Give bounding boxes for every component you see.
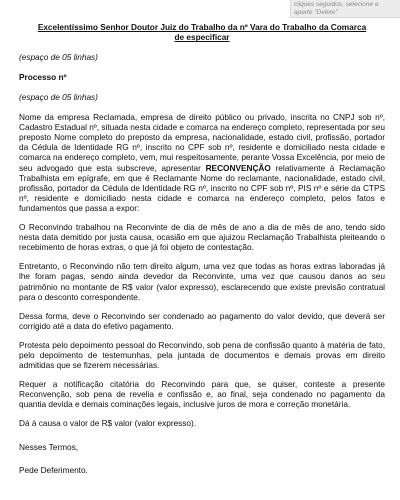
intro-text-before: Nome da empresa Reclamada, empresa de direito público ou privado, inscrita no CNPJ sob nº, Cadastro Estadual nº, situada nesta cidade e comarca na endereço completo, representada por seu preposto Nome completo do preposto da empresa, nacionalidade, estado civil, profissão, portador da Cédula de Identidade RG nº, inscrito no CPF sob nº, residente e domiciliado nesta cidade e comarca na endereço completo, vem, mui respeitosamente, perante Vossa Excelência, por meio de seu advogado que esta subscreve, apresentar xyxy=(19,112,385,173)
spacing-note: (espaço de 05 linhas) xyxy=(19,92,98,102)
closing-terms: Nesses Termos, xyxy=(19,441,79,452)
spacing-note: (espaço de 05 linhas) xyxy=(19,51,98,62)
intro-paragraph xyxy=(19,112,385,213)
process-number-heading: Processo nº xyxy=(19,71,67,82)
document-title-line2: de especificar xyxy=(174,32,230,43)
document-title-line1: Excelentíssimo Senhor Doutor Juiz do Trabalho da nº Vara do Trabalho da Comarca xyxy=(37,22,367,32)
reconvencao-keyword: RECONVENÇÃO xyxy=(205,162,271,173)
document-title xyxy=(19,22,385,43)
request-paragraph: Requer a notificação citatória do Reconvindo para que, se quiser, conteste a presente Reconvenção, sob pena de revelia e confissão e, ao final, seja condenado no pagamento da quantia devida e demais cominações legais, inclusive juros de mora e correção monetária. xyxy=(19,379,385,410)
petition-document xyxy=(19,22,385,484)
intro-text-after: relativamente à Reclamação Trabalhista em epígrafe, em que é Reclamante Nome do reclamante, nacionalidade, estado civil, profissão, portador da Cédula de Identidade RG nº, inscrito no CPF sob nº, PIS nº e série da CTPS nº, residente e domiciliado nesta cidade e comarca na endereço completo, pelos fatos e fundamentos que passa a expor: xyxy=(19,162,385,213)
case-value-paragraph: Dá à causa o valor de R$ valor (valor expresso). xyxy=(19,418,197,429)
instruction-tooltip-line2: aperte "Delete" xyxy=(294,9,338,17)
closing-request: Pede Deferimento. xyxy=(19,464,88,475)
damages-paragraph: Entretanto, o Reconvindo não tem direito algum, uma vez que todas as horas extras laboradas já lhe foram pagas, sendo ainda devedor da Reconvinte, uma vez que causou danos ao seu patrimônio no montante de R$ valor (valor expresso), esclarecendo que existe previsão contratual para o desconto correspondente. xyxy=(19,261,385,302)
facts-paragraph: O Reconvindo trabalhou na Reconvinte de dia de mês de ano a dia de mês de ano, tendo sido nesta data demitido por justa causa, ocasião em que ajuizou Reclamação Trabalhista pleiteando o recebimento de horas extras, o que já foi objeto de contestação. xyxy=(19,222,385,253)
condemnation-paragraph: Dessa forma, deve o Reconvindo ser condenado ao pagamento do valor devido, que deverá ser corrigido até a data do efetivo pagamento. xyxy=(19,310,385,331)
instruction-tooltip xyxy=(290,0,400,18)
evidence-paragraph: Protesta pelo depoimento pessoal do Reconvindo, sob pena de confissão quanto à matéria de fato, pelo depoimento de testemunhas, pela juntada de documentos e demais provas em direito admitidas que se fizerem necessárias. xyxy=(19,339,385,371)
instruction-tooltip-line1: cliques seguidos, selecione e xyxy=(294,1,379,8)
